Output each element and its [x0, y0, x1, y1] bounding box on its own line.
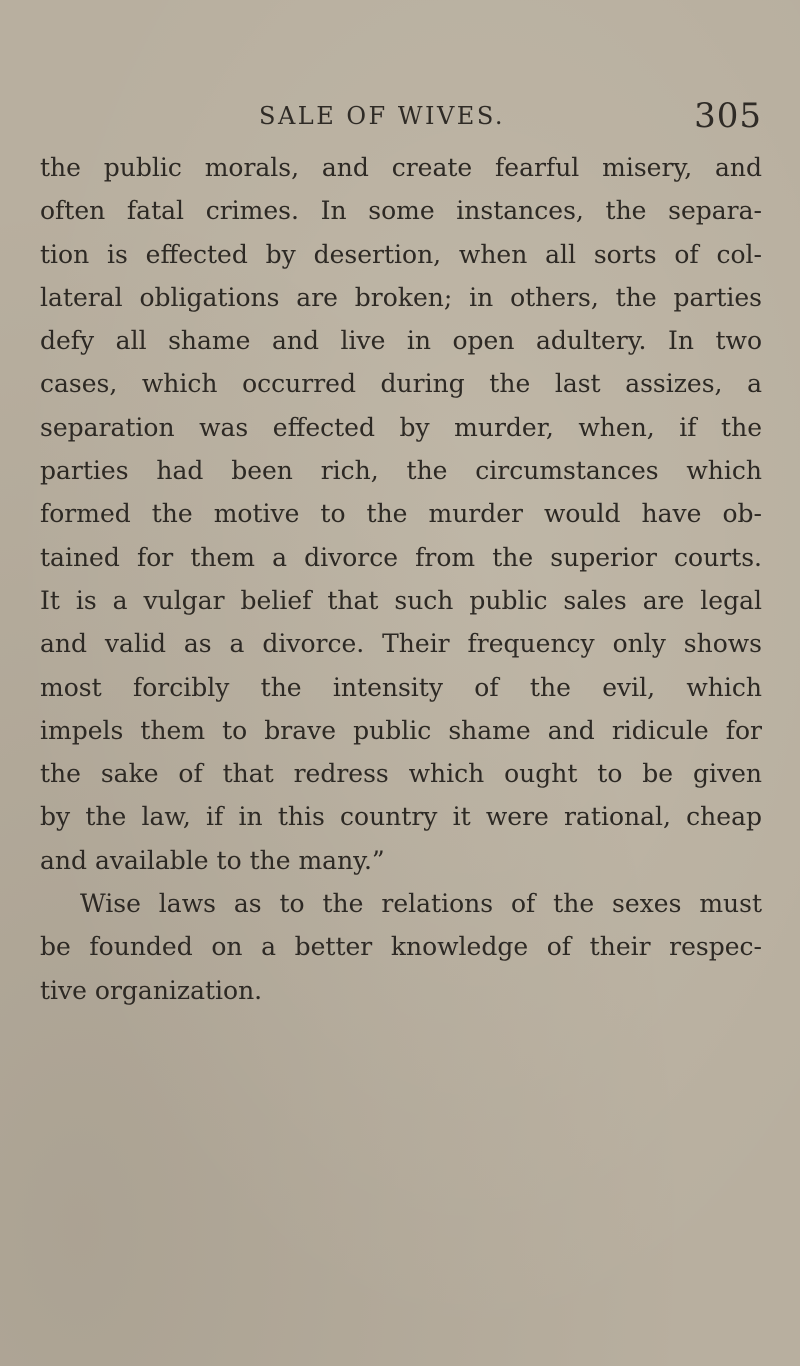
body-text — [40, 146, 762, 1012]
text-line: the public morals, and create fearful misery, and — [40, 153, 762, 182]
text-line: impels them to brave public shame and ridicule for — [40, 715, 762, 745]
text-line: separation was effected by murder, when, if the — [40, 412, 762, 442]
text-line: be founded on a better knowledge of their respec- — [40, 932, 762, 962]
page-number: 305 — [694, 96, 762, 136]
text-line: the sake of that redress which ought to be given — [40, 759, 762, 789]
text-line: parties had been rich, the circumstances which — [40, 456, 762, 486]
paragraph-start-line: Wise laws as to the relations of the sexes must — [80, 889, 762, 919]
running-head — [40, 96, 762, 136]
text-line: most forcibly the intensity of the evil, which — [40, 672, 762, 702]
text-line: tained for them a divorce from the superior courts. — [40, 542, 762, 572]
paragraph-end-line: tive organization. — [40, 975, 263, 1005]
text-line: defy all shame and live in open adultery. In two — [40, 326, 762, 356]
text-line: cases, which occurred during the last assizes, a — [40, 369, 762, 399]
text-line: lateral obligations are broken; in others, the parties — [40, 282, 762, 312]
text-line: often fatal crimes. In some instances, the separa- — [40, 196, 762, 226]
text-line: by the law, if in this country it were rational, cheap — [40, 802, 762, 832]
text-line: tion is effected by desertion, when all sorts of col- — [40, 239, 762, 269]
paragraph-end-line: and available to the many.” — [40, 845, 385, 875]
text-line: It is a vulgar belief that such public sales are legal — [40, 585, 762, 615]
text-line: formed the motive to the murder would have ob- — [40, 499, 762, 529]
running-title: SALE OF WIVES. — [259, 102, 506, 130]
text-line: and valid as a divorce. Their frequency only shows — [40, 629, 762, 659]
